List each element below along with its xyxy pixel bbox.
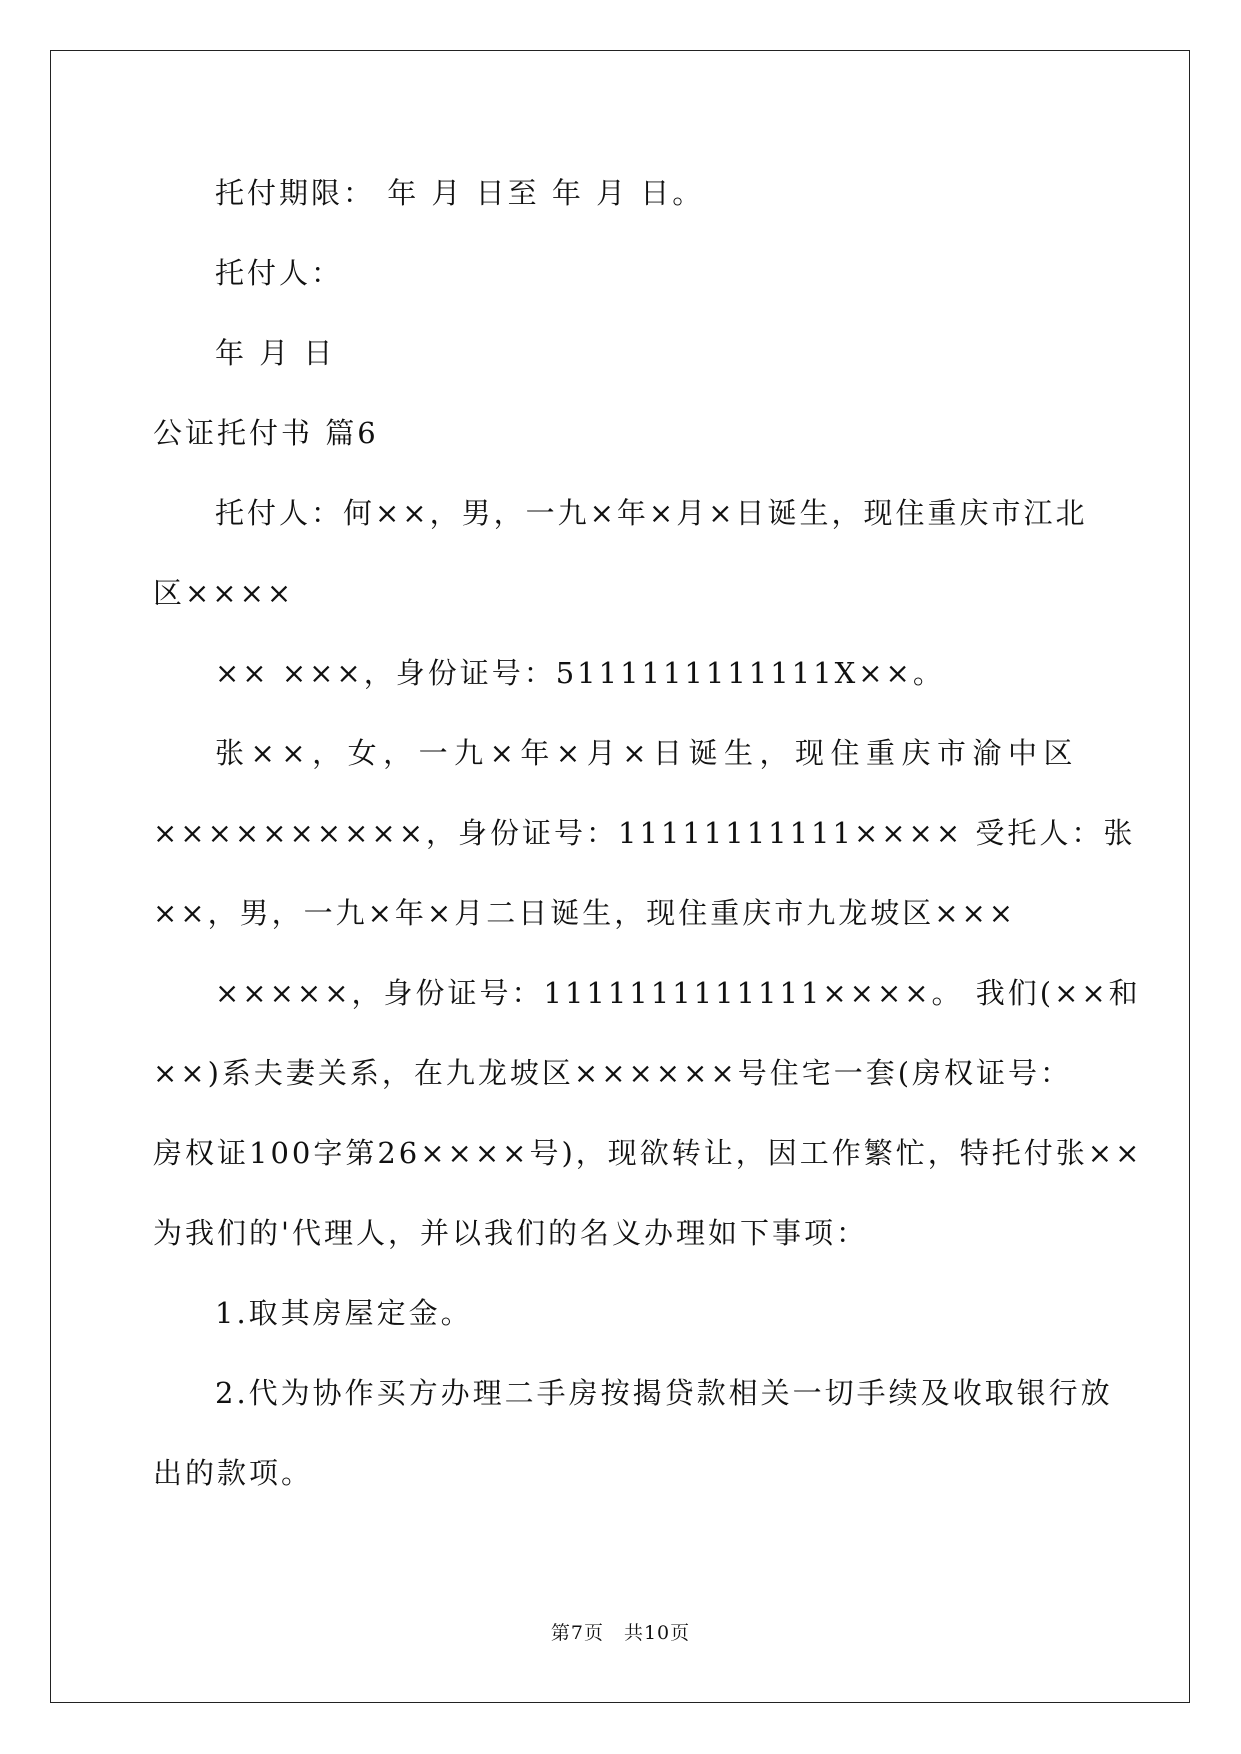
item-2: 2.代为协作买方办理二手房按揭贷款相关一切手续及收取银行放 [215, 1376, 1113, 1410]
trustee-id-line: ×××××，身份证号：1111111111111××××。 我们(××和 [215, 976, 1141, 1010]
second-entruster-id-line: ××××××××××，身份证号：11111111111×××× 受托人：张 [153, 816, 1136, 850]
second-entruster-line: 张××，女，一九×年×月×日诞生，现住重庆市渝中区 [215, 736, 1079, 770]
entruster-id-line: ×× ×××，身份证号：5111111111111X××。 [215, 656, 945, 690]
signature-date-line: 年 月 日 [215, 336, 336, 370]
entruster-info-line: 托付人：何××，男，一九×年×月×日诞生，现住重庆市江北 [215, 496, 1088, 530]
property-certificate-line: 房权证100字第26××××号)，现欲转让，因工作繁忙，特托付张×× [153, 1136, 1143, 1170]
section-heading: 公证托付书 篇6 [153, 416, 379, 450]
entruster-address-line: 区×××× [153, 576, 295, 610]
page-number: 第7页 共10页 [550, 1622, 691, 1644]
trustee-info-line: ××，男，一九×年×月二日诞生，现住重庆市九龙坡区××× [153, 896, 1017, 930]
property-line: ××)系夫妻关系，在九龙坡区××××××号住宅一套(房权证号： [153, 1056, 1073, 1090]
item-2-continued: 出的款项。 [153, 1456, 314, 1490]
agent-scope-line: 为我们的'代理人，并以我们的名义办理如下事项： [153, 1216, 868, 1250]
entrust-period-line: 托付期限： 年 月 日至 年 月 日。 [215, 176, 705, 210]
item-1: 1.取其房屋定金。 [215, 1296, 473, 1330]
entruster-signature-line: 托付人： [215, 256, 344, 290]
